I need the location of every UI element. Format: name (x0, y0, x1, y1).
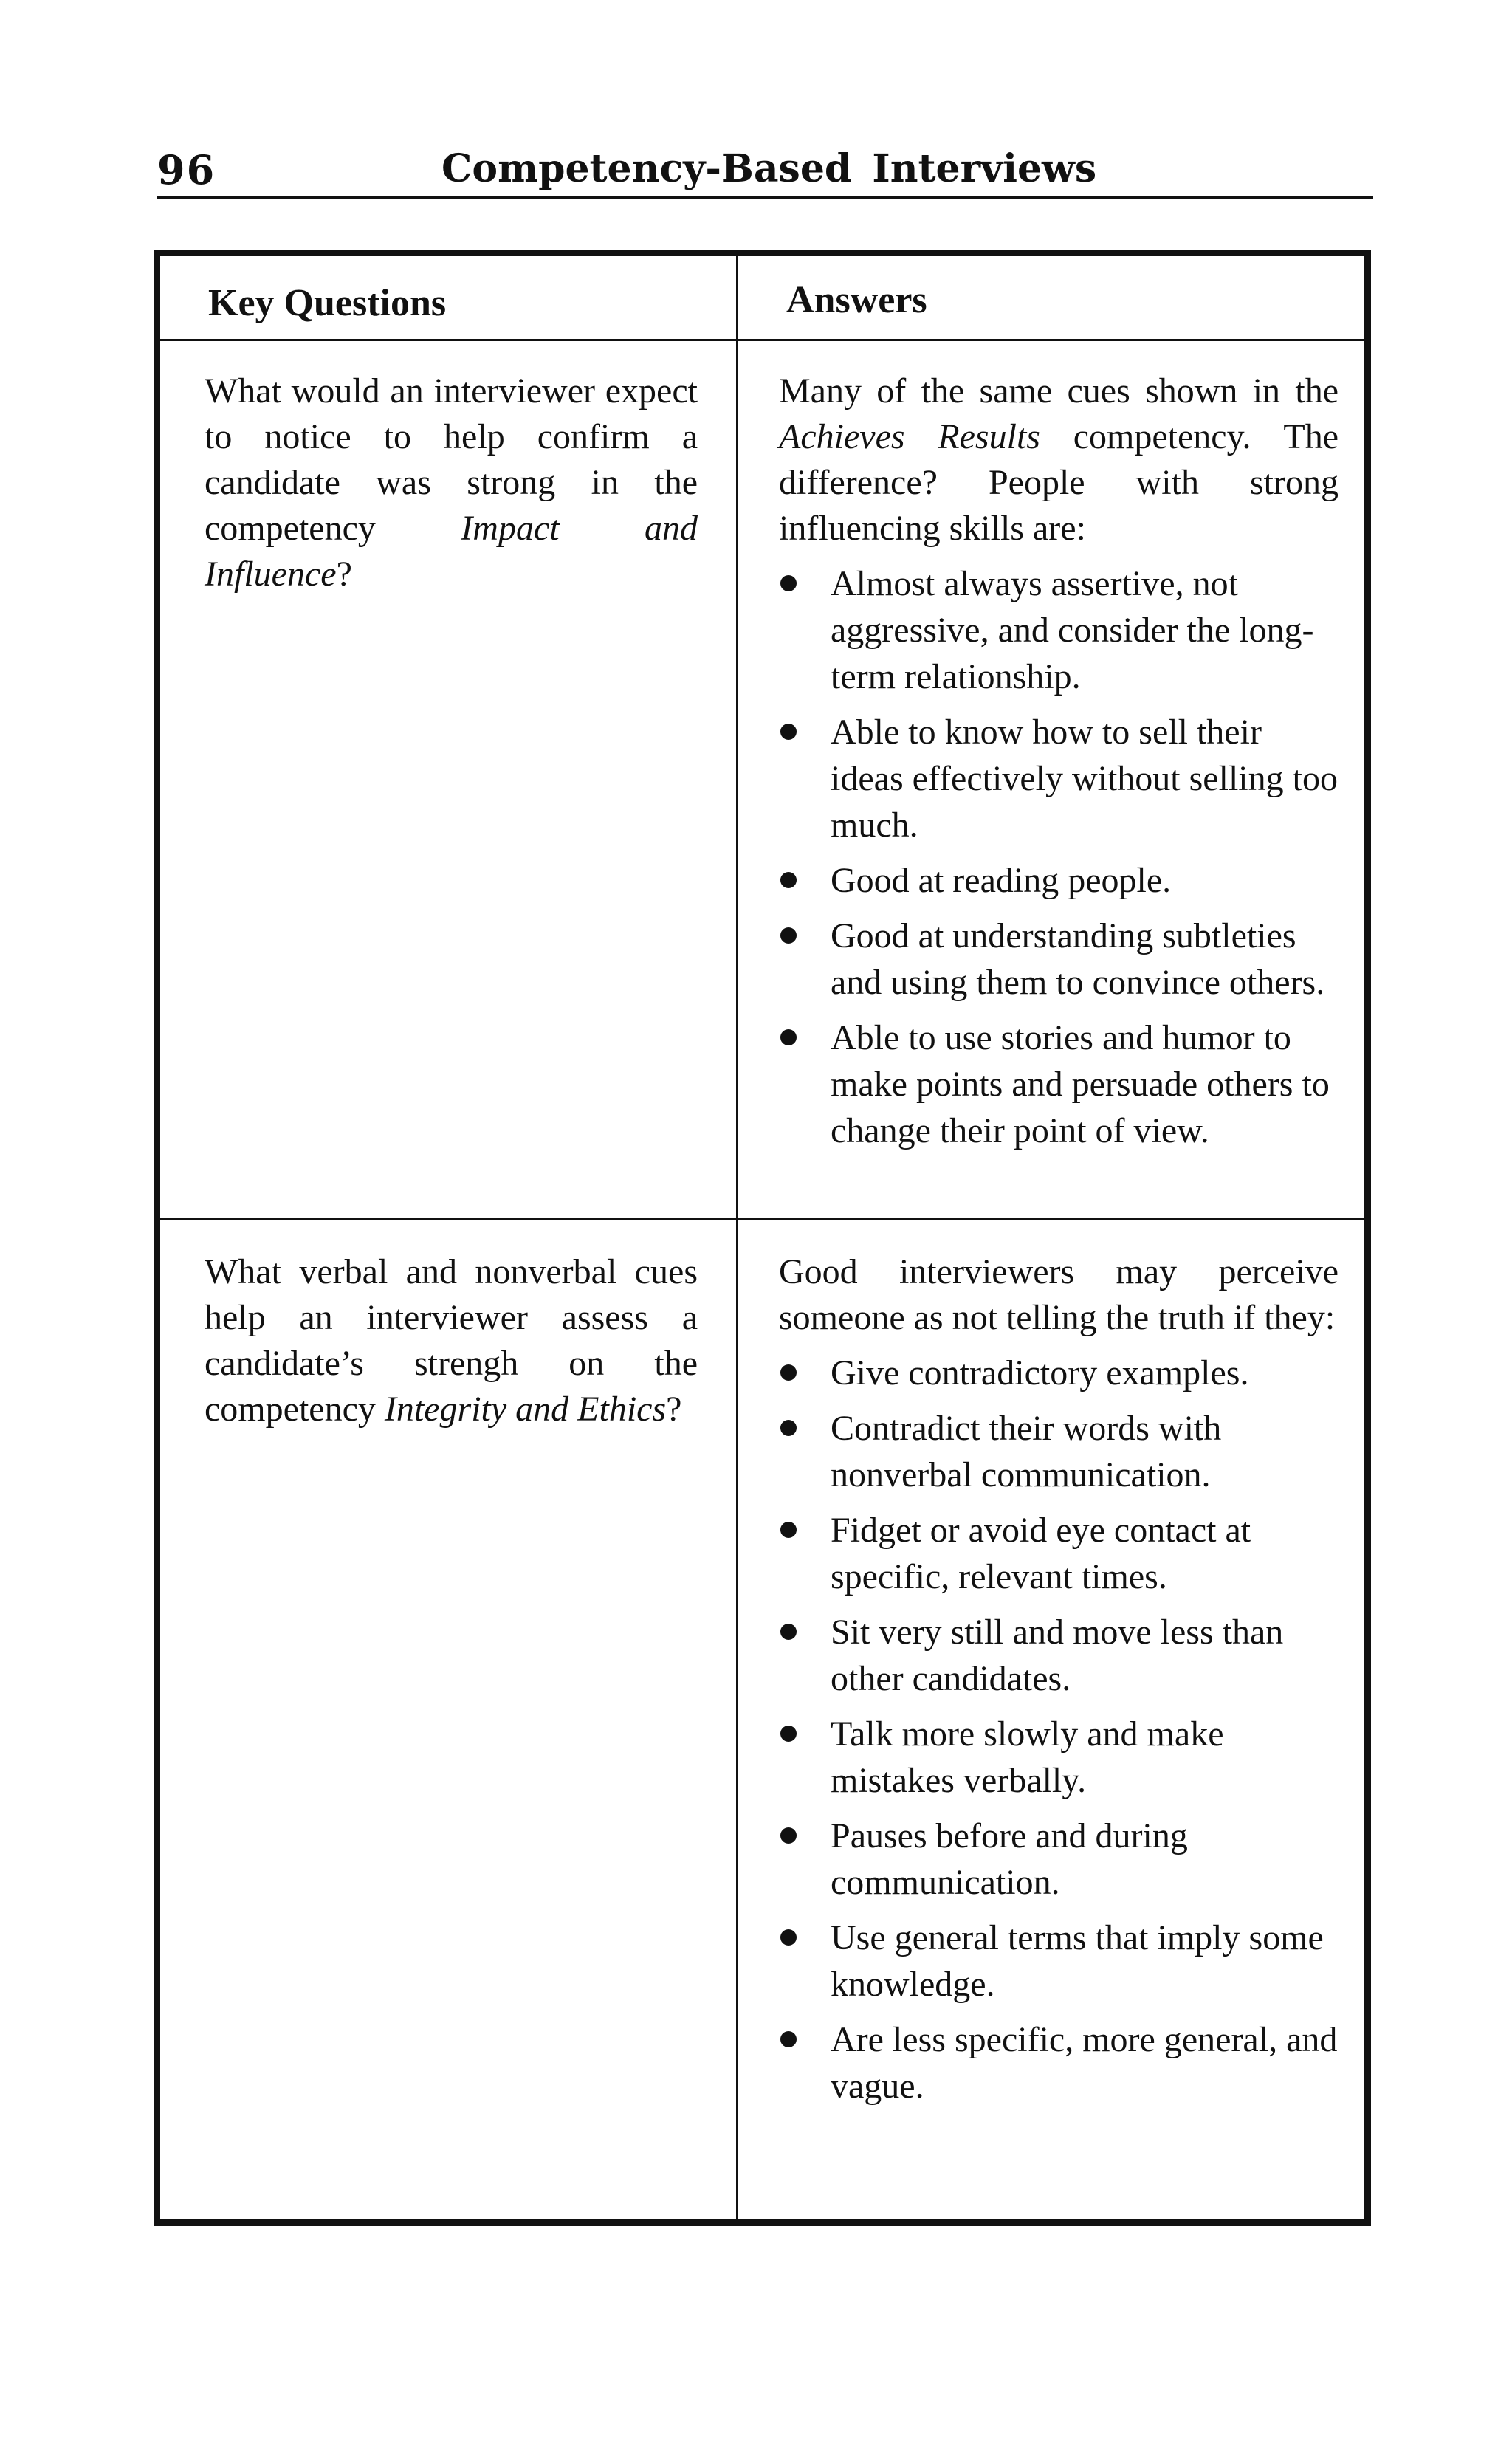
list-item-text: Are less specific, more general, and vague. (831, 2020, 1338, 2106)
question-punctuation: ? (336, 554, 352, 594)
answer-lead-text-end: competency. The difference? People with strong influencing skills are: (779, 417, 1339, 548)
list-item (779, 1813, 1339, 1906)
bullet-icon (780, 1827, 797, 1844)
bullet-icon (780, 724, 797, 740)
column-divider (736, 256, 738, 2219)
answer-lead: Good interviewers may perceive someone as not telling the truth if they: (779, 1252, 1339, 1337)
questions-answers-table (154, 250, 1371, 2226)
bullet-icon (780, 1420, 797, 1436)
running-title: Competency-Based Interviews (441, 146, 1097, 191)
bullet-icon (780, 1364, 797, 1381)
question-text: What verbal and nonverbal cues help an interviewer assess a candidate’s strengh on the competency (205, 1252, 698, 1429)
list-item-text: Contradict their words with nonverbal communication. (831, 1409, 1222, 1494)
list-item-text: Give contradictory examples. (831, 1353, 1249, 1393)
list-item-text: Talk more slowly and make mistakes verbally. (831, 1714, 1224, 1800)
row-divider (160, 1218, 1364, 1220)
bullet-icon (780, 575, 797, 591)
question-cell-integrity-ethics (205, 1249, 698, 1432)
question-punctuation: ? (666, 1390, 682, 1429)
list-item (779, 1915, 1339, 2008)
bullet-icon (780, 927, 797, 944)
column-header-answers: Answers (786, 279, 927, 321)
list-item (779, 857, 1339, 904)
list-item-text: Fidget or avoid eye contact at specific, relevant times. (831, 1511, 1251, 1596)
list-item-text: Good at reading people. (831, 861, 1172, 900)
list-item (779, 913, 1339, 1006)
list-item (779, 560, 1339, 700)
list-item (779, 1711, 1339, 1804)
competency-name: Impact and Influence (205, 509, 698, 594)
page-number: 96 (157, 146, 216, 193)
answer-cell-impact-influence (779, 368, 1339, 1163)
list-item (779, 709, 1339, 848)
answer-lead-text: Many of the same cues shown in the (779, 371, 1339, 411)
bullet-icon (780, 1929, 797, 1946)
answer-cell-integrity-ethics (779, 1249, 1339, 2118)
list-item-text: Almost always assertive, not aggressive, and consider the long-term relationship. (831, 564, 1314, 696)
question-cell-impact-influence (205, 368, 698, 597)
list-item-text: Sit very still and move less than other candidates. (831, 1613, 1284, 1698)
answer-lead (779, 368, 1339, 552)
list-item-text: Pauses before and during communication. (831, 1816, 1188, 1902)
bullet-icon (780, 1029, 797, 1045)
answer-bullet-list (779, 560, 1339, 1154)
bullet-icon (780, 1624, 797, 1640)
list-item (779, 1014, 1339, 1154)
header-row-divider (160, 339, 1364, 341)
referenced-competency: Achieves Results (779, 417, 1040, 456)
bullet-icon (780, 1726, 797, 1742)
bullet-icon (780, 2031, 797, 2047)
list-item (779, 1350, 1339, 1396)
list-item (779, 2016, 1339, 2109)
question-text: What would an interviewer expect to notice to help confirm a candidate was strong in the competency (205, 371, 698, 548)
page-header (157, 140, 1373, 199)
column-header-key-questions: Key Questions (208, 282, 447, 324)
competency-name: Integrity and Ethics (384, 1390, 667, 1429)
list-item-text: Good at understanding subtleties and using them to convince others. (831, 916, 1325, 1002)
answer-bullet-list (779, 1350, 1339, 2109)
list-item (779, 1507, 1339, 1600)
list-item-text: Use general terms that imply some knowledge. (831, 1918, 1324, 2004)
bullet-icon (780, 1522, 797, 1538)
list-item-text: Able to use stories and humor to make points and persuade others to change their point of view. (831, 1018, 1330, 1150)
bullet-icon (780, 872, 797, 888)
list-item-text: Able to know how to sell their ideas effectively without selling too much. (831, 712, 1338, 845)
list-item (779, 1609, 1339, 1702)
list-item (779, 1405, 1339, 1498)
